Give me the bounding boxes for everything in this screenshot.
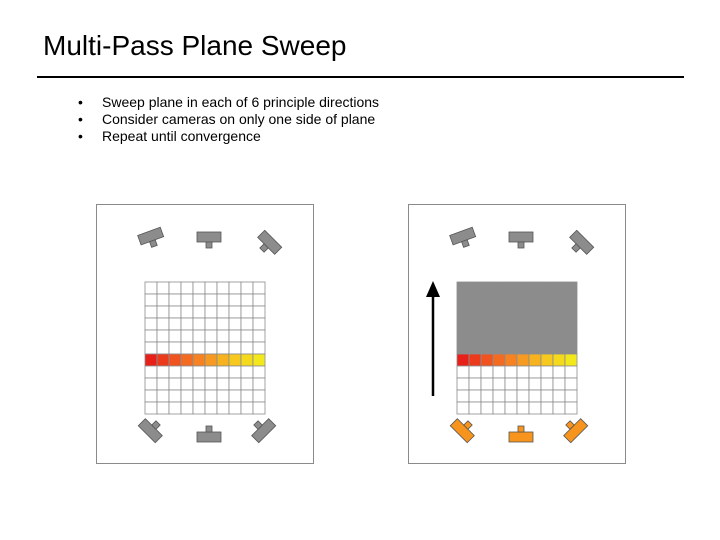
voxel-cell [181, 330, 193, 342]
voxel-cell [169, 390, 181, 402]
voxel-cell [553, 282, 565, 294]
camera-body [564, 419, 588, 443]
voxel-cell [157, 354, 169, 366]
voxel-cell [469, 318, 481, 330]
voxel-cell [253, 294, 265, 306]
voxel-cell [181, 342, 193, 354]
voxel-cell [457, 318, 469, 330]
voxel-cell [505, 330, 517, 342]
voxel-cell [553, 342, 565, 354]
voxel-cell [469, 330, 481, 342]
voxel-cell [469, 390, 481, 402]
camera-icon [450, 227, 478, 250]
sweep-diagram-left [97, 205, 313, 463]
voxel-cell [469, 378, 481, 390]
voxel-cell [517, 402, 529, 414]
voxel-cell [517, 294, 529, 306]
voxel-cell [457, 402, 469, 414]
voxel-cell [229, 330, 241, 342]
voxel-cell [157, 378, 169, 390]
voxel-cell [505, 318, 517, 330]
voxel-cell [217, 366, 229, 378]
voxel-cell [541, 318, 553, 330]
voxel-cell [457, 306, 469, 318]
voxel-cell [505, 402, 517, 414]
voxel-cell [241, 366, 253, 378]
voxel-cell [145, 390, 157, 402]
voxel-cell [253, 330, 265, 342]
voxel-cell [229, 390, 241, 402]
voxel-cell [529, 342, 541, 354]
voxel-cell [457, 390, 469, 402]
voxel-cell [253, 318, 265, 330]
voxel-cell [145, 318, 157, 330]
voxel-cell [553, 402, 565, 414]
voxel-cell [169, 402, 181, 414]
voxel-cell [241, 330, 253, 342]
voxel-cell [481, 282, 493, 294]
voxel-cell [193, 282, 205, 294]
voxel-cell [541, 342, 553, 354]
voxel-cell [517, 282, 529, 294]
voxel-cell [241, 378, 253, 390]
voxel-cell [193, 354, 205, 366]
voxel-cell [541, 366, 553, 378]
voxel-cell [217, 402, 229, 414]
voxel-cell [253, 366, 265, 378]
voxel-cell [469, 294, 481, 306]
voxel-cell [229, 366, 241, 378]
voxel-cell [517, 354, 529, 366]
voxel-cell [205, 390, 217, 402]
voxel-cell [157, 366, 169, 378]
bullet-dot: • [78, 94, 83, 110]
camera-icon [253, 230, 281, 258]
voxel-cell [553, 366, 565, 378]
voxel-cell [565, 390, 577, 402]
slide-title: Multi-Pass Plane Sweep [43, 30, 347, 61]
voxel-cell [193, 390, 205, 402]
voxel-cell [565, 342, 577, 354]
voxel-cell [541, 390, 553, 402]
voxel-cell [481, 318, 493, 330]
voxel-cell [145, 330, 157, 342]
voxel-cell [217, 390, 229, 402]
voxel-cell [529, 390, 541, 402]
camera-lens [206, 242, 212, 248]
voxel-cell [193, 366, 205, 378]
voxel-cell [145, 378, 157, 390]
voxel-cell [193, 378, 205, 390]
voxel-cell [205, 366, 217, 378]
voxel-cell [145, 366, 157, 378]
voxel-cell [169, 330, 181, 342]
voxel-cell [505, 366, 517, 378]
voxel-cell [481, 402, 493, 414]
voxel-cell [565, 318, 577, 330]
camera-icon [138, 227, 166, 250]
camera-body [258, 230, 282, 254]
sweep-diagram-right [409, 205, 625, 463]
sweep-direction-arrow [426, 281, 440, 396]
voxel-cell [553, 354, 565, 366]
voxel-cell [457, 366, 469, 378]
bullet-text: Consider cameras on only one side of plane [102, 111, 376, 127]
voxel-cell [253, 390, 265, 402]
voxel-cell [553, 318, 565, 330]
voxel-cell [457, 354, 469, 366]
sweep-panel-left [96, 204, 314, 464]
voxel-cell [181, 306, 193, 318]
voxel-cell [505, 354, 517, 366]
voxel-cell [229, 306, 241, 318]
voxel-cell [193, 330, 205, 342]
voxel-cell [193, 306, 205, 318]
bullet-dot: • [78, 111, 83, 127]
camera-body [197, 232, 221, 242]
voxel-cell [469, 402, 481, 414]
voxel-cell [565, 306, 577, 318]
voxel-cell [553, 306, 565, 318]
voxel-cell [205, 342, 217, 354]
arrow-head [426, 281, 440, 297]
voxel-cell [169, 378, 181, 390]
voxel-cell [157, 306, 169, 318]
voxel-cell [205, 306, 217, 318]
voxel-cell [541, 282, 553, 294]
voxel-cell [253, 342, 265, 354]
voxel-cell [169, 306, 181, 318]
voxel-cell [229, 318, 241, 330]
voxel-cell [205, 282, 217, 294]
voxel-cell [157, 330, 169, 342]
voxel-cell [493, 282, 505, 294]
voxel-cell [253, 354, 265, 366]
voxel-cell [469, 282, 481, 294]
voxel-cell [469, 354, 481, 366]
voxel-cell [169, 318, 181, 330]
camera-icon [559, 414, 587, 442]
voxel-cell [493, 318, 505, 330]
voxel-cell [565, 294, 577, 306]
voxel-cell [217, 378, 229, 390]
voxel-cell [457, 330, 469, 342]
voxel-cell [505, 294, 517, 306]
voxel-cell [529, 354, 541, 366]
voxel-cell [505, 390, 517, 402]
voxel-cell [229, 294, 241, 306]
voxel-cell [241, 306, 253, 318]
voxel-cell [553, 330, 565, 342]
voxel-cell [229, 354, 241, 366]
voxel-cell [217, 294, 229, 306]
camera-icon [450, 414, 478, 442]
voxel-cell [529, 378, 541, 390]
voxel-cell [181, 318, 193, 330]
voxel-cell [217, 306, 229, 318]
voxel-cell [565, 354, 577, 366]
voxel-cell [169, 366, 181, 378]
voxel-cell [205, 378, 217, 390]
voxel-cell [529, 330, 541, 342]
voxel-cell [505, 282, 517, 294]
voxel-cell [517, 366, 529, 378]
voxel-cell [181, 366, 193, 378]
voxel-cell [169, 282, 181, 294]
voxel-cell [193, 342, 205, 354]
voxel-cell [205, 402, 217, 414]
voxel-cell [553, 390, 565, 402]
camera-body [197, 432, 221, 442]
voxel-cell [517, 390, 529, 402]
voxel-cell [157, 318, 169, 330]
voxel-cell [169, 294, 181, 306]
voxel-cell [253, 402, 265, 414]
camera-body [138, 419, 162, 443]
voxel-cell [145, 402, 157, 414]
voxel-cell [493, 402, 505, 414]
voxel-cell [481, 294, 493, 306]
voxel-cell [205, 330, 217, 342]
voxel-cell [241, 390, 253, 402]
voxel-cell [229, 282, 241, 294]
camera-lens [206, 426, 212, 432]
voxel-cell [217, 342, 229, 354]
bullet-text: Sweep plane in each of 6 principle directions [102, 94, 380, 110]
camera-icon [138, 414, 166, 442]
voxel-cell [157, 294, 169, 306]
voxel-cell [541, 402, 553, 414]
voxel-cell [205, 354, 217, 366]
voxel-cell [541, 306, 553, 318]
voxel-cell [241, 318, 253, 330]
camera-body [509, 232, 533, 242]
voxel-cell [217, 318, 229, 330]
voxel-grid [145, 282, 265, 414]
voxel-cell [469, 342, 481, 354]
voxel-cell [541, 330, 553, 342]
voxel-cell [481, 366, 493, 378]
voxel-cell [493, 342, 505, 354]
voxel-cell [517, 306, 529, 318]
voxel-cell [181, 354, 193, 366]
voxel-cell [217, 330, 229, 342]
voxel-cell [529, 402, 541, 414]
voxel-cell [493, 330, 505, 342]
voxel-cell [181, 282, 193, 294]
camera-body [509, 432, 533, 442]
voxel-cell [529, 366, 541, 378]
voxel-cell [493, 306, 505, 318]
voxel-cell [517, 330, 529, 342]
voxel-cell [481, 330, 493, 342]
voxel-cell [553, 294, 565, 306]
camera-lens [518, 426, 524, 432]
voxel-cell [529, 282, 541, 294]
voxel-cell [229, 402, 241, 414]
voxel-cell [205, 294, 217, 306]
voxel-cell [241, 294, 253, 306]
voxel-cell [205, 318, 217, 330]
voxel-cell [541, 354, 553, 366]
bullet-dot: • [78, 128, 83, 144]
voxel-cell [565, 366, 577, 378]
voxel-cell [217, 354, 229, 366]
title-underline [37, 76, 684, 78]
voxel-cell [181, 294, 193, 306]
voxel-cell [565, 282, 577, 294]
camera-icon [247, 414, 275, 442]
voxel-cell [241, 402, 253, 414]
voxel-grid [457, 282, 577, 414]
camera-icon [565, 230, 593, 258]
voxel-cell [157, 282, 169, 294]
voxel-cell [229, 342, 241, 354]
voxel-cell [517, 378, 529, 390]
camera-body [252, 419, 276, 443]
voxel-cell [553, 378, 565, 390]
voxel-cell [481, 390, 493, 402]
voxel-cell [517, 342, 529, 354]
voxel-cell [493, 378, 505, 390]
voxel-cell [169, 342, 181, 354]
voxel-cell [253, 378, 265, 390]
voxel-cell [457, 342, 469, 354]
voxel-cell [565, 330, 577, 342]
voxel-cell [241, 342, 253, 354]
voxel-cell [457, 282, 469, 294]
voxel-cell [505, 342, 517, 354]
voxel-cell [457, 294, 469, 306]
sweep-panel-right [408, 204, 626, 464]
voxel-cell [565, 402, 577, 414]
voxel-cell [181, 390, 193, 402]
voxel-cell [541, 294, 553, 306]
voxel-cell [157, 402, 169, 414]
voxel-cell [469, 306, 481, 318]
voxel-cell [493, 366, 505, 378]
voxel-cell [493, 354, 505, 366]
camera-icon [509, 426, 533, 442]
voxel-cell [481, 378, 493, 390]
voxel-cell [145, 282, 157, 294]
voxel-cell [481, 342, 493, 354]
voxel-cell [565, 378, 577, 390]
voxel-cell [493, 294, 505, 306]
voxel-cell [517, 318, 529, 330]
camera-body [570, 230, 594, 254]
voxel-cell [229, 378, 241, 390]
camera-icon [197, 426, 221, 442]
voxel-cell [529, 306, 541, 318]
voxel-cell [217, 282, 229, 294]
voxel-cell [193, 294, 205, 306]
camera-body [450, 419, 474, 443]
voxel-cell [157, 390, 169, 402]
voxel-cell [145, 306, 157, 318]
voxel-cell [505, 306, 517, 318]
bullet-text: Repeat until convergence [102, 128, 261, 144]
voxel-cell [469, 366, 481, 378]
voxel-cell [253, 282, 265, 294]
camera-icon [197, 232, 221, 248]
voxel-cell [505, 378, 517, 390]
voxel-cell [145, 294, 157, 306]
voxel-cell [529, 294, 541, 306]
voxel-cell [241, 354, 253, 366]
voxel-cell [457, 378, 469, 390]
voxel-cell [493, 390, 505, 402]
voxel-cell [241, 282, 253, 294]
voxel-cell [181, 378, 193, 390]
voxel-cell [529, 318, 541, 330]
voxel-cell [157, 342, 169, 354]
voxel-cell [481, 306, 493, 318]
voxel-cell [541, 378, 553, 390]
voxel-cell [193, 402, 205, 414]
voxel-cell [253, 306, 265, 318]
camera-lens [518, 242, 524, 248]
camera-icon [509, 232, 533, 248]
voxel-cell [145, 342, 157, 354]
voxel-cell [145, 354, 157, 366]
voxel-cell [481, 354, 493, 366]
voxel-cell [169, 354, 181, 366]
voxel-cell [193, 318, 205, 330]
voxel-cell [181, 402, 193, 414]
